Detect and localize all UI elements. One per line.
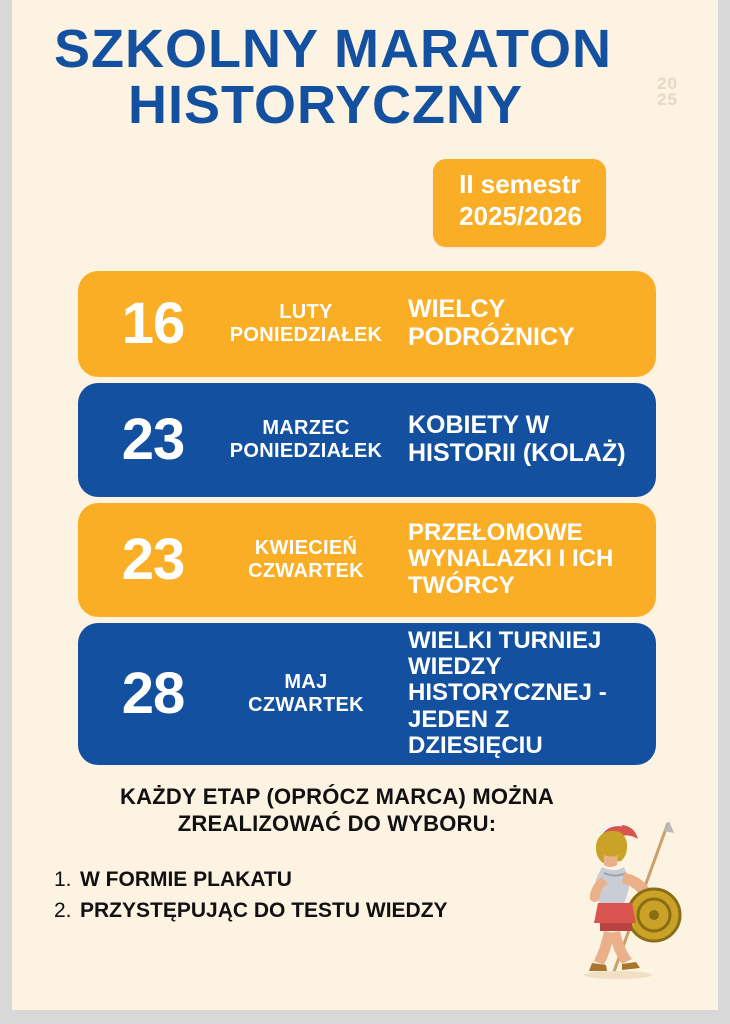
schedule-row-month: LUTY <box>279 300 333 323</box>
schedule-row-weekday: PONIEDZIAŁEK <box>229 323 383 346</box>
greek-hoplite-warrior-illustration <box>550 819 698 981</box>
schedule-row-day: 23 <box>121 407 185 473</box>
schedule-row-topic: WIELKI TURNIEJ WIEDZY HISTORYCZNEJ - JEDEN Z DZIESIĘCIU <box>408 626 607 760</box>
schedule-row <box>78 383 656 497</box>
page-title-line-2: HISTORYCZNY <box>128 74 524 135</box>
year-watermark-top: 20 <box>657 74 678 93</box>
schedule-row-when <box>212 537 400 583</box>
year-watermark <box>657 76 678 107</box>
schedule-row-topic: KOBIETY W HISTORII (KOLAŻ) <box>408 411 626 467</box>
schedule-row-topic: WIELCY PODRÓŻNICY <box>408 295 575 351</box>
semester-badge-wrap <box>12 159 718 246</box>
page-title-line-1: SZKOLNY MARATON <box>54 19 613 79</box>
title-block <box>12 0 718 133</box>
schedule-row-when <box>212 417 400 463</box>
schedule-row <box>78 623 656 765</box>
semester-badge <box>433 159 606 246</box>
schedule-row-when <box>212 671 400 717</box>
schedule-row-topic: PRZEŁOMOWE WYNALAZKI I ICH TWÓRCY <box>408 519 614 599</box>
option-label: W FORMIE PLAKATU <box>80 867 292 891</box>
schedule-row <box>78 271 656 377</box>
schedule-row-weekday: PONIEDZIAŁEK <box>229 439 383 462</box>
semester-label: II semestr <box>459 169 581 200</box>
schedule-row-when <box>212 301 400 347</box>
schedule-list <box>78 271 656 765</box>
option-number: 2. <box>54 899 72 923</box>
schedule-row-month: KWIECIEŃ <box>254 536 358 559</box>
schedule-row-month: MAJ <box>284 670 328 693</box>
schedule-row-weekday: CZWARTEK <box>248 693 364 716</box>
schedule-row-day: 16 <box>121 291 185 357</box>
poster <box>12 0 718 1010</box>
schedule-row-weekday: CZWARTEK <box>248 559 364 582</box>
schedule-row-day: 28 <box>121 661 185 727</box>
schedule-row <box>78 503 656 617</box>
semester-years: 2025/2026 <box>459 200 582 231</box>
option-label: PRZYSTĘPUJĄC DO TESTU WIEDZY <box>80 899 448 923</box>
year-watermark-bottom: 25 <box>657 89 678 109</box>
schedule-row-month: MARZEC <box>262 416 350 439</box>
schedule-row-day: 23 <box>121 527 185 593</box>
footer <box>12 783 718 927</box>
option-number: 1. <box>54 867 72 891</box>
footer-heading-line-2: ZREALIZOWAĆ DO WYBORU: <box>177 811 497 837</box>
footer-heading-line-1: KAŻDY ETAP (OPRÓCZ MARCA) MOŻNA <box>120 783 554 809</box>
